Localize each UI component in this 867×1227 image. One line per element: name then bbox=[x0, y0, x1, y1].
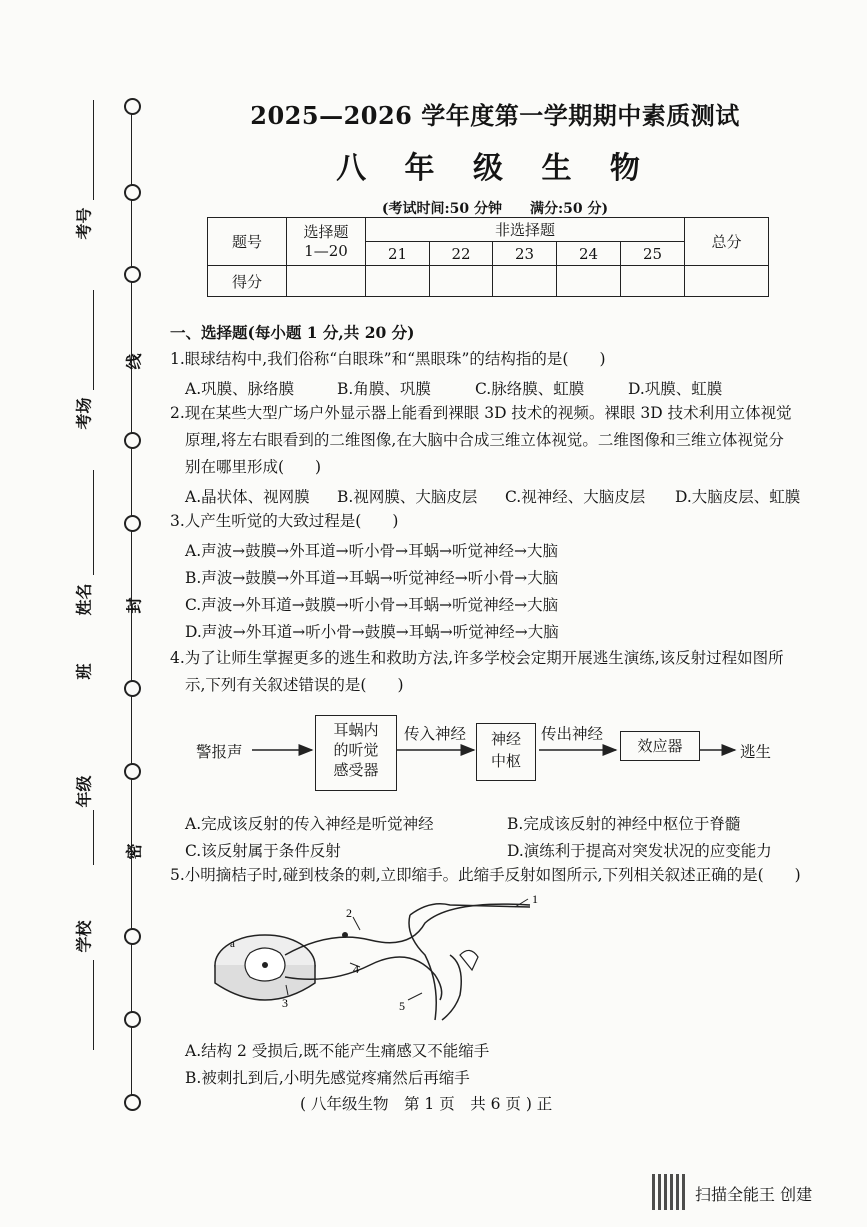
col-22: 22 bbox=[430, 242, 493, 266]
q2-stem-line: 别在哪里形成( ) bbox=[185, 458, 322, 476]
q4-option-d[interactable]: D.演练利于提高对突发状况的应变能力 bbox=[507, 842, 772, 860]
binding-hole bbox=[124, 928, 141, 945]
q4-option-a[interactable]: A.完成该反射的传入神经是听觉神经 bbox=[185, 815, 434, 833]
figure-label-4: 4 bbox=[353, 962, 359, 976]
q1-option-c[interactable]: C.脉络膜、虹膜 bbox=[475, 380, 585, 398]
scanner-watermark: 扫描全能王 创建 bbox=[695, 1185, 813, 1204]
q2-option-c[interactable]: C.视神经、大脑皮层 bbox=[505, 488, 646, 506]
row-label-score: 得分 bbox=[208, 266, 287, 297]
col-21: 21 bbox=[366, 242, 430, 266]
score-cell[interactable] bbox=[557, 266, 621, 297]
q5-stem: 5.小明摘桔子时,碰到枝条的刺,立即缩手。此缩手反射如图所示,下列相关叙述正确的是( ) bbox=[170, 866, 801, 884]
score-cell[interactable] bbox=[430, 266, 493, 297]
binding-hole bbox=[124, 763, 141, 780]
binding-hole bbox=[124, 184, 141, 201]
binding-hole bbox=[124, 98, 141, 115]
q1-stem: 1.眼球结构中,我们俗称“白眼珠”和“黑眼珠”的结构指的是( ) bbox=[170, 350, 606, 368]
q4-stem-line: 4.为了让师生掌握更多的逃生和救助方法,许多学校会定期开展逃生演练,该反射过程如图所 bbox=[170, 649, 784, 667]
q1-option-d[interactable]: D.巩膜、虹膜 bbox=[628, 380, 723, 398]
choice-header: 选择题 1—20 bbox=[287, 218, 366, 266]
field-name[interactable]: 姓名 bbox=[65, 470, 101, 620]
flow-box-center: 神经 中枢 bbox=[476, 723, 536, 781]
total-header: 总分 bbox=[685, 218, 769, 266]
q3-option-b[interactable]: B.声波→鼓膜→外耳道→耳蜗→听觉神经→听小骨→大脑 bbox=[185, 569, 559, 587]
qr-code-icon bbox=[652, 1174, 688, 1210]
figure-label-3: 3 bbox=[282, 996, 288, 1010]
col-25: 25 bbox=[621, 242, 685, 266]
page-footer: ( 八年级生物 第 1 页 共 6 页 ) 正 bbox=[300, 1095, 553, 1113]
q1-option-a[interactable]: A.巩膜、脉络膜 bbox=[185, 380, 295, 398]
nonchoice-header: 非选择题 bbox=[366, 218, 685, 242]
q3-option-c[interactable]: C.声波→外耳道→鼓膜→听小骨→耳蜗→听觉神经→大脑 bbox=[185, 596, 559, 614]
exam-title: 2025—2026 学年度第一学期期中素质测试 bbox=[250, 101, 740, 130]
col-24: 24 bbox=[557, 242, 621, 266]
score-cell[interactable] bbox=[621, 266, 685, 297]
reflex-arc-figure bbox=[210, 895, 550, 1030]
flow-arrow-label-efferent: 传出神经 bbox=[541, 725, 604, 743]
field-exam-room[interactable]: 考场 bbox=[65, 290, 101, 440]
q5-option-a[interactable]: A.结构 2 受损后,既不能产生痛感又不能缩手 bbox=[185, 1042, 490, 1060]
col-23: 23 bbox=[493, 242, 557, 266]
binding-hole bbox=[124, 432, 141, 449]
q2-stem-line: 原理,将左右眼看到的二维图像,在大脑中合成三维立体视觉。二维图像和三维立体视觉分 bbox=[185, 431, 784, 449]
q3-option-a[interactable]: A.声波→鼓膜→外耳道→听小骨→耳蜗→听觉神经→大脑 bbox=[185, 542, 559, 560]
q1-option-b[interactable]: B.角膜、巩膜 bbox=[337, 380, 431, 398]
flow-arrow-label-afferent: 传入神经 bbox=[404, 725, 467, 743]
field-class[interactable]: 班 bbox=[74, 663, 94, 680]
flow-box-receptor: 耳蜗内 的听觉 感受器 bbox=[315, 715, 397, 791]
flow-end: 逃生 bbox=[740, 743, 772, 761]
score-table bbox=[207, 217, 769, 297]
q3-option-d[interactable]: D.声波→外耳道→听小骨→鼓膜→耳蜗→听觉神经→大脑 bbox=[185, 623, 559, 641]
field-exam-number[interactable]: 考号 bbox=[65, 100, 101, 250]
score-cell[interactable] bbox=[685, 266, 769, 297]
cut-mark: 封 bbox=[124, 597, 144, 614]
binding-hole bbox=[124, 680, 141, 697]
score-cell[interactable] bbox=[366, 266, 430, 297]
q4-option-b[interactable]: B.完成该反射的神经中枢位于脊髓 bbox=[507, 815, 741, 833]
figure-label-1: 1 bbox=[532, 895, 538, 906]
q4-option-c[interactable]: C.该反射属于条件反射 bbox=[185, 842, 341, 860]
score-cell[interactable] bbox=[493, 266, 557, 297]
figure-label-2: 2 bbox=[346, 906, 352, 920]
row-label-number: 题号 bbox=[208, 218, 287, 266]
subject-title: 八 年 级 生 物 bbox=[336, 151, 654, 186]
cut-mark: 密 bbox=[124, 843, 144, 860]
q3-stem: 3.人产生听觉的大致过程是( ) bbox=[170, 512, 399, 530]
flow-box-effector: 效应器 bbox=[620, 731, 700, 761]
score-cell[interactable] bbox=[287, 266, 366, 297]
q2-stem-line: 2.现在某些大型广场户外显示器上能看到裸眼 3D 技术的视频。裸眼 3D 技术利用立体视觉 bbox=[170, 404, 792, 422]
q2-option-a[interactable]: A.晶状体、视网膜 bbox=[185, 488, 310, 506]
field-school[interactable]: 学校 bbox=[65, 880, 101, 1040]
binding-hole bbox=[124, 1094, 141, 1111]
flow-start: 警报声 bbox=[196, 743, 243, 761]
q2-option-b[interactable]: B.视网膜、大脑皮层 bbox=[337, 488, 478, 506]
field-grade[interactable]: 年级 bbox=[65, 700, 101, 850]
q2-option-d[interactable]: D.大脑皮层、虹膜 bbox=[675, 488, 801, 506]
binding-hole bbox=[124, 515, 141, 532]
binding-hole bbox=[124, 1011, 141, 1028]
figure-label-a: a bbox=[230, 938, 235, 950]
q5-option-b[interactable]: B.被刺扎到后,小明先感觉疼痛然后再缩手 bbox=[185, 1069, 470, 1087]
exam-info: (考试时间:50 分钟 满分:50 分) bbox=[381, 201, 609, 217]
figure-label-5: 5 bbox=[399, 999, 405, 1013]
q4-stem-line: 示,下列有关叙述错误的是( ) bbox=[185, 676, 404, 694]
cut-mark: 线 bbox=[124, 353, 144, 370]
section-heading: 一、选择题(每小题 1 分,共 20 分) bbox=[170, 323, 415, 342]
binding-hole bbox=[124, 266, 141, 283]
